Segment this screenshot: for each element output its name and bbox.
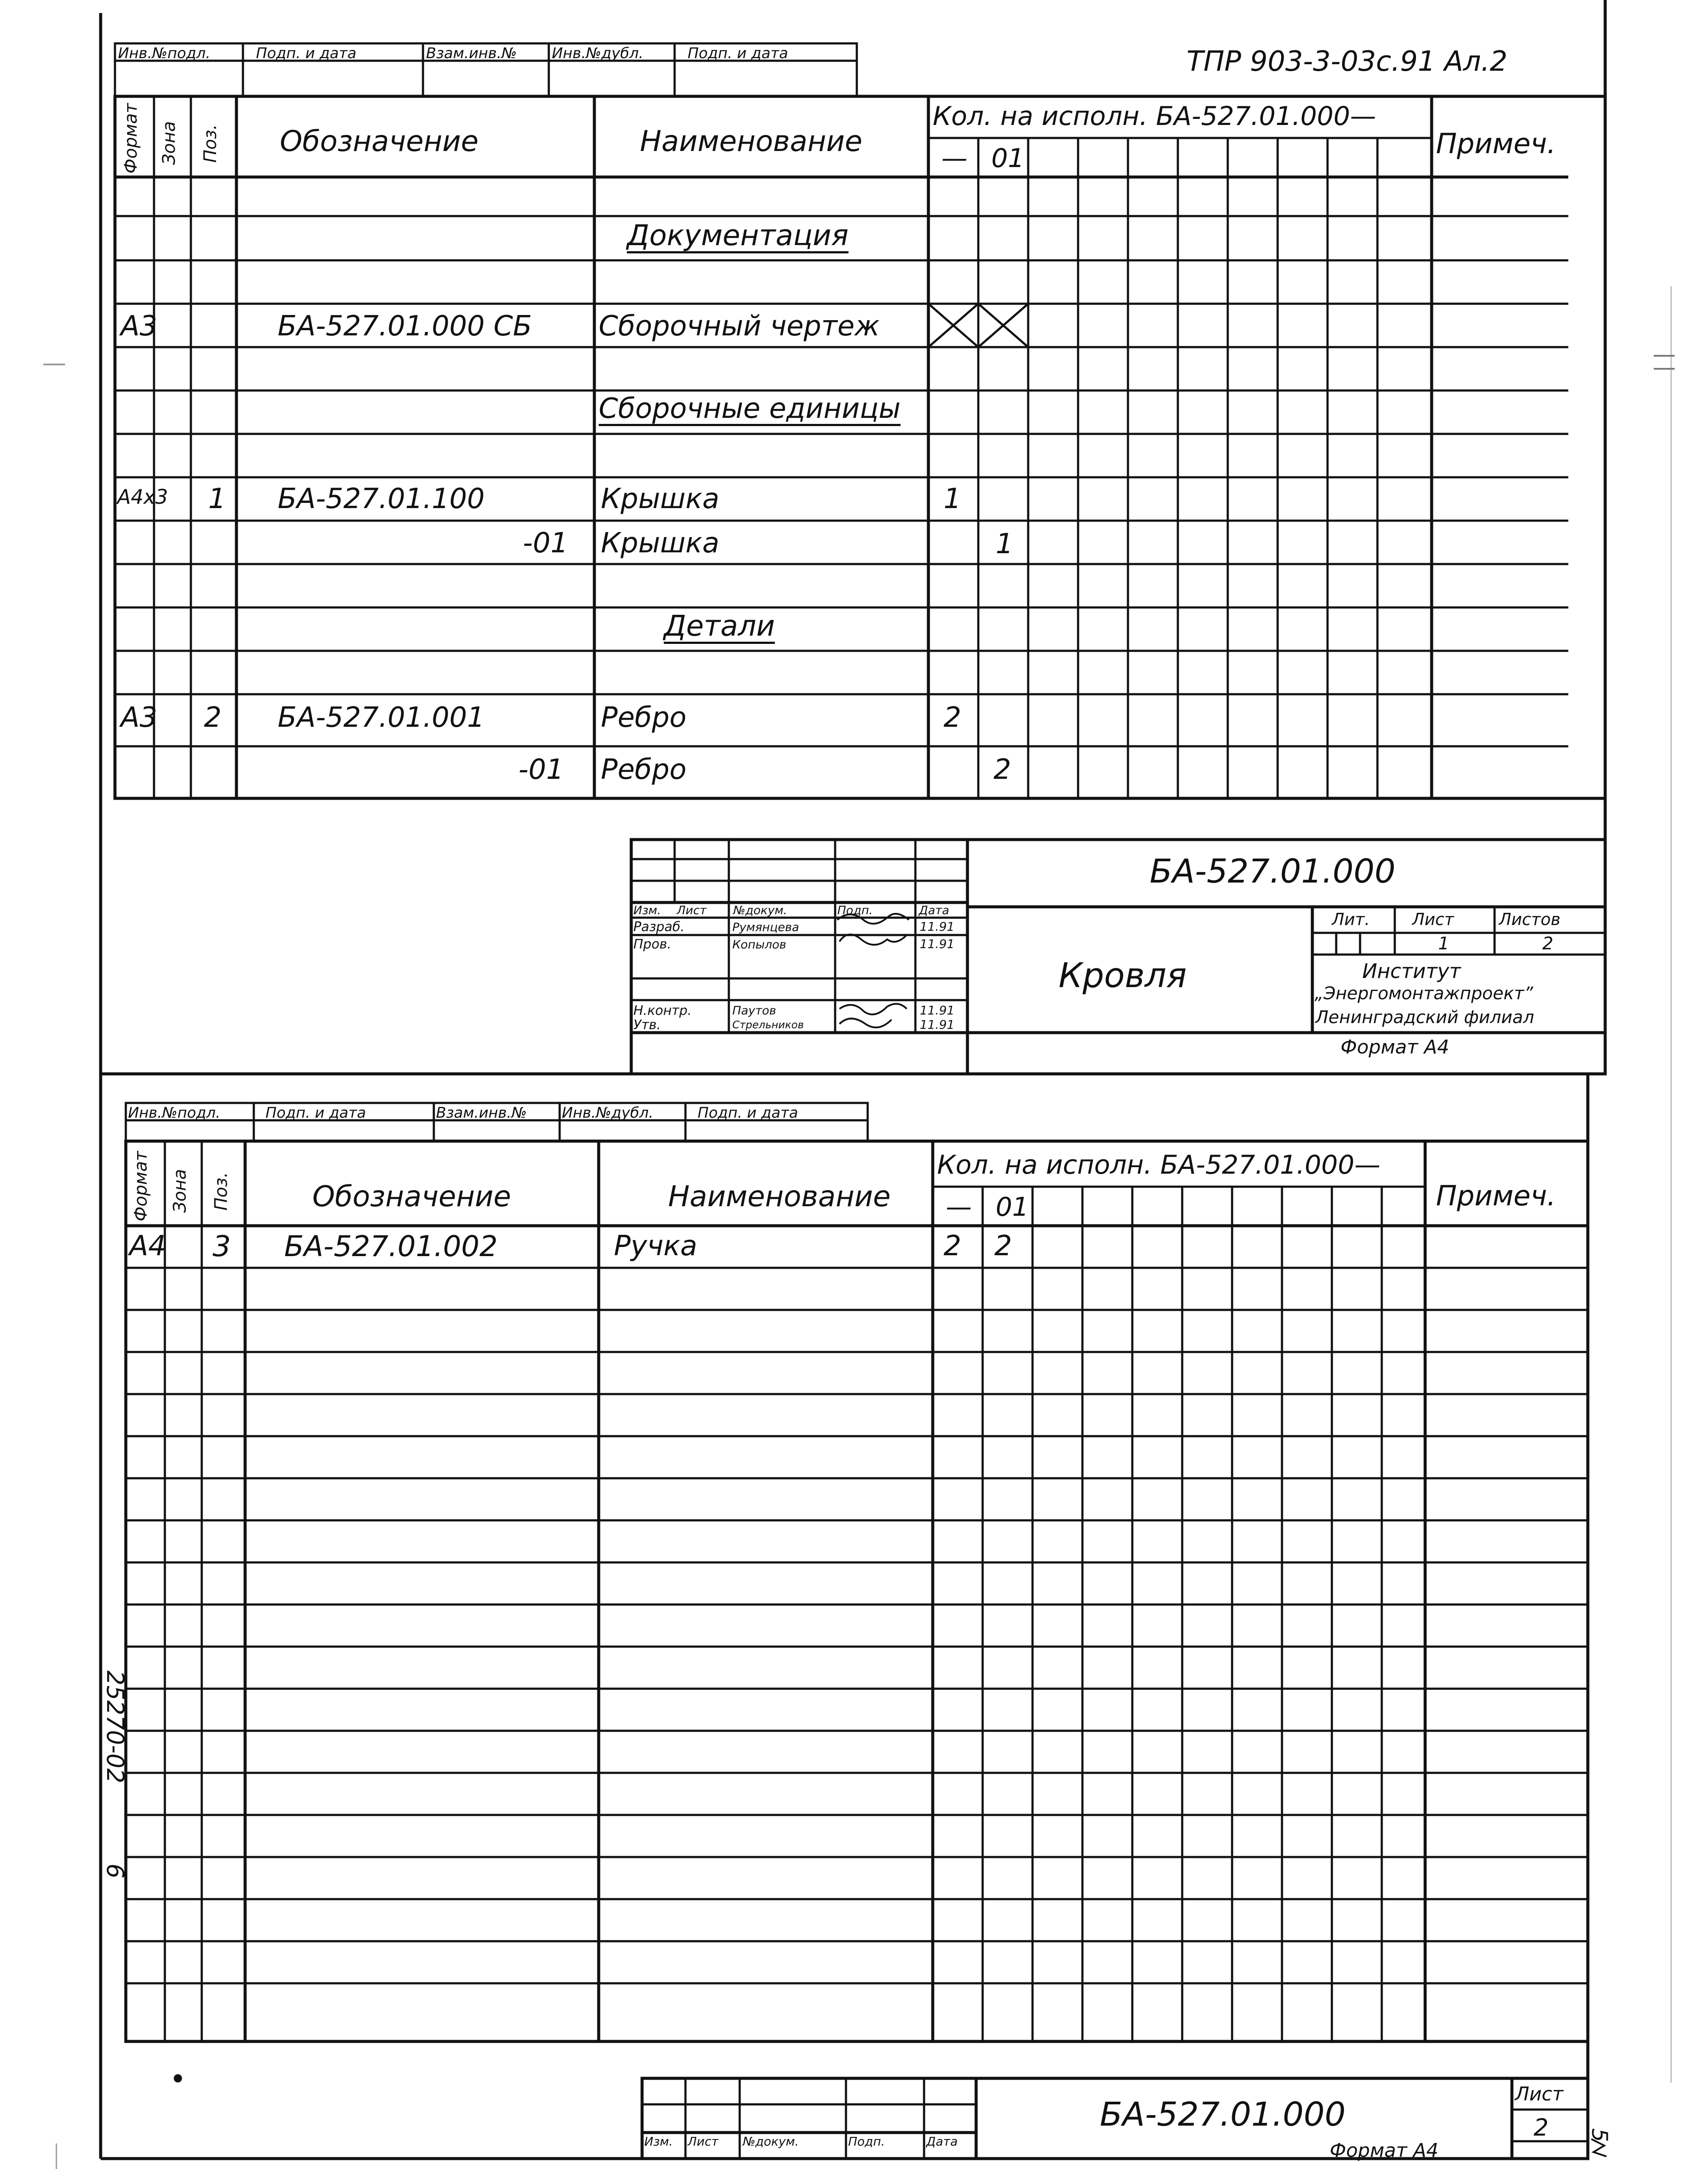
inv-label-sign-date-2: Подп. и дата: [688, 45, 788, 62]
row-name: Ребро: [601, 754, 687, 786]
row-name: Ручка: [614, 1230, 698, 1262]
format-label: Формат А4: [1330, 2139, 1439, 2162]
row-pos: 2: [204, 702, 222, 734]
signer-name: Румянцева: [732, 921, 799, 934]
title-doc-number: БА-527.01.000: [1100, 2095, 1346, 2133]
row-format: А3: [121, 702, 157, 734]
change-header-doc: №докум.: [733, 904, 787, 917]
archive-number: 25270-02: [102, 1670, 129, 1783]
row-name: Крышка: [601, 527, 720, 559]
change-header-izm: Изм.: [644, 2134, 673, 2149]
row-designation: БА-527.01.000 СБ: [278, 310, 532, 342]
row-qty-2: 2: [994, 1230, 1012, 1262]
signer-date: 11.91: [920, 937, 955, 951]
row-designation: -01: [518, 754, 564, 786]
header-zone: Зона: [170, 1169, 190, 1213]
org-line1: Институт: [1362, 959, 1461, 983]
sheet-label: Лист: [1412, 910, 1454, 929]
row-designation: -01: [523, 527, 568, 559]
row-qty-2: 2: [993, 754, 1011, 786]
row-qty-1: 2: [944, 1230, 961, 1262]
header-qty-title: Кол. на исполн. БА-527.01.000—: [933, 101, 1376, 131]
header-pos: Поз.: [211, 1172, 231, 1211]
row-name: Сборочный чертеж: [599, 310, 880, 342]
change-header-list: Лист: [688, 2134, 718, 2149]
header-qty-col2: 01: [991, 143, 1025, 174]
header-qty-col1: —: [946, 1192, 972, 1222]
section-heading-details: Детали: [664, 609, 775, 643]
row-format: А4х3: [117, 485, 168, 509]
row-designation: БА-527.01.002: [284, 1230, 498, 1263]
inv-label-sign-date: Подп. и дата: [256, 45, 357, 62]
row-qty-2: 1: [996, 528, 1013, 560]
row-name: Ребро: [601, 702, 687, 734]
header-name: Наименование: [640, 125, 862, 158]
row-designation: БА-527.01.100: [278, 483, 485, 515]
change-header-sign: Подп.: [848, 2134, 885, 2149]
signer-role: Н.контр.: [633, 1003, 692, 1018]
change-header-doc: №докум.: [743, 2134, 799, 2149]
row-qty-1: 2: [944, 702, 961, 734]
format-label: Формат А4: [1341, 1036, 1449, 1058]
row-designation: БА-527.01.001: [278, 702, 485, 734]
org-line2: „Энергомонтажпроект”: [1315, 984, 1533, 1004]
inv-label-replace: Взам.инв.№: [426, 45, 517, 62]
row-qty-1: 1: [944, 483, 961, 515]
header-note: Примеч.: [1436, 128, 1556, 160]
signer-role: Разраб.: [633, 919, 685, 935]
archive-sheet: 6: [102, 1864, 129, 1879]
header-zone: Зона: [159, 121, 179, 165]
lit-label: Лит.: [1332, 910, 1370, 929]
signer-date: 11.91: [920, 1003, 955, 1017]
signer-role: Пров.: [633, 937, 672, 952]
header-pos: Поз.: [200, 124, 220, 163]
header-qty-title: Кол. на исполн. БА-527.01.000—: [937, 1150, 1380, 1180]
header-note: Примеч.: [1436, 1180, 1556, 1212]
inv-label-orig: Инв.№подл.: [118, 45, 210, 62]
section-heading-documentation: Документация: [627, 219, 849, 252]
change-header-list: Лист: [677, 904, 707, 917]
section-heading-assembly-units: Сборочные единицы: [599, 393, 901, 425]
signer-name: Стрельников: [732, 1019, 804, 1031]
row-name: Крышка: [601, 483, 720, 515]
signer-date: 11.91: [920, 1017, 955, 1032]
org-line3: Ленинградский филиал: [1315, 1007, 1534, 1027]
signer-role: Утв.: [633, 1017, 661, 1033]
title-doc-number: БА-527.01.000: [1150, 852, 1396, 890]
sheets-label: Листов: [1499, 910, 1560, 929]
signer-name: Паутов: [732, 1004, 776, 1017]
inv-label-sign-date: Подп. и дата: [266, 1104, 366, 1122]
header-designation: Обозначение: [280, 125, 479, 158]
signer-name: Копылов: [732, 938, 787, 952]
header-designation: Обозначение: [312, 1180, 511, 1213]
title-product-name: Кровля: [1059, 956, 1187, 995]
header-qty-col1: —: [941, 143, 967, 174]
inv-label-replace: Взам.инв.№: [436, 1104, 527, 1122]
header-name: Наименование: [668, 1180, 891, 1213]
row-format: А4: [129, 1230, 166, 1262]
document-code: ТПР 903-3-03с.91 Ал.2: [1187, 46, 1508, 78]
inv-label-dup: Инв.№дубл.: [562, 1104, 654, 1122]
sheets-value: 2: [1542, 934, 1554, 954]
change-header-sign: Подп.: [837, 904, 873, 917]
header-format: Формат: [121, 103, 141, 174]
row-pos: 3: [213, 1230, 231, 1263]
inv-label-sign-date-2: Подп. и дата: [698, 1104, 798, 1122]
change-header-izm: Изм.: [633, 904, 661, 917]
sheet-value: 2: [1534, 2114, 1549, 2141]
row-format: А3: [121, 310, 157, 342]
sheet-value: 1: [1438, 934, 1449, 954]
change-header-date: Дата: [919, 904, 949, 917]
sheet-label: Лист: [1515, 2083, 1564, 2105]
edge-mark: 5: [1587, 2128, 1612, 2142]
inv-label-orig: Инв.№подл.: [128, 1104, 220, 1122]
inv-label-dup: Инв.№дубл.: [552, 45, 644, 62]
header-qty-col2: 01: [996, 1192, 1029, 1222]
change-header-date: Дата: [926, 2134, 958, 2149]
header-format: Формат: [131, 1151, 151, 1221]
signer-date: 11.91: [920, 919, 955, 934]
row-pos: 1: [208, 483, 226, 515]
